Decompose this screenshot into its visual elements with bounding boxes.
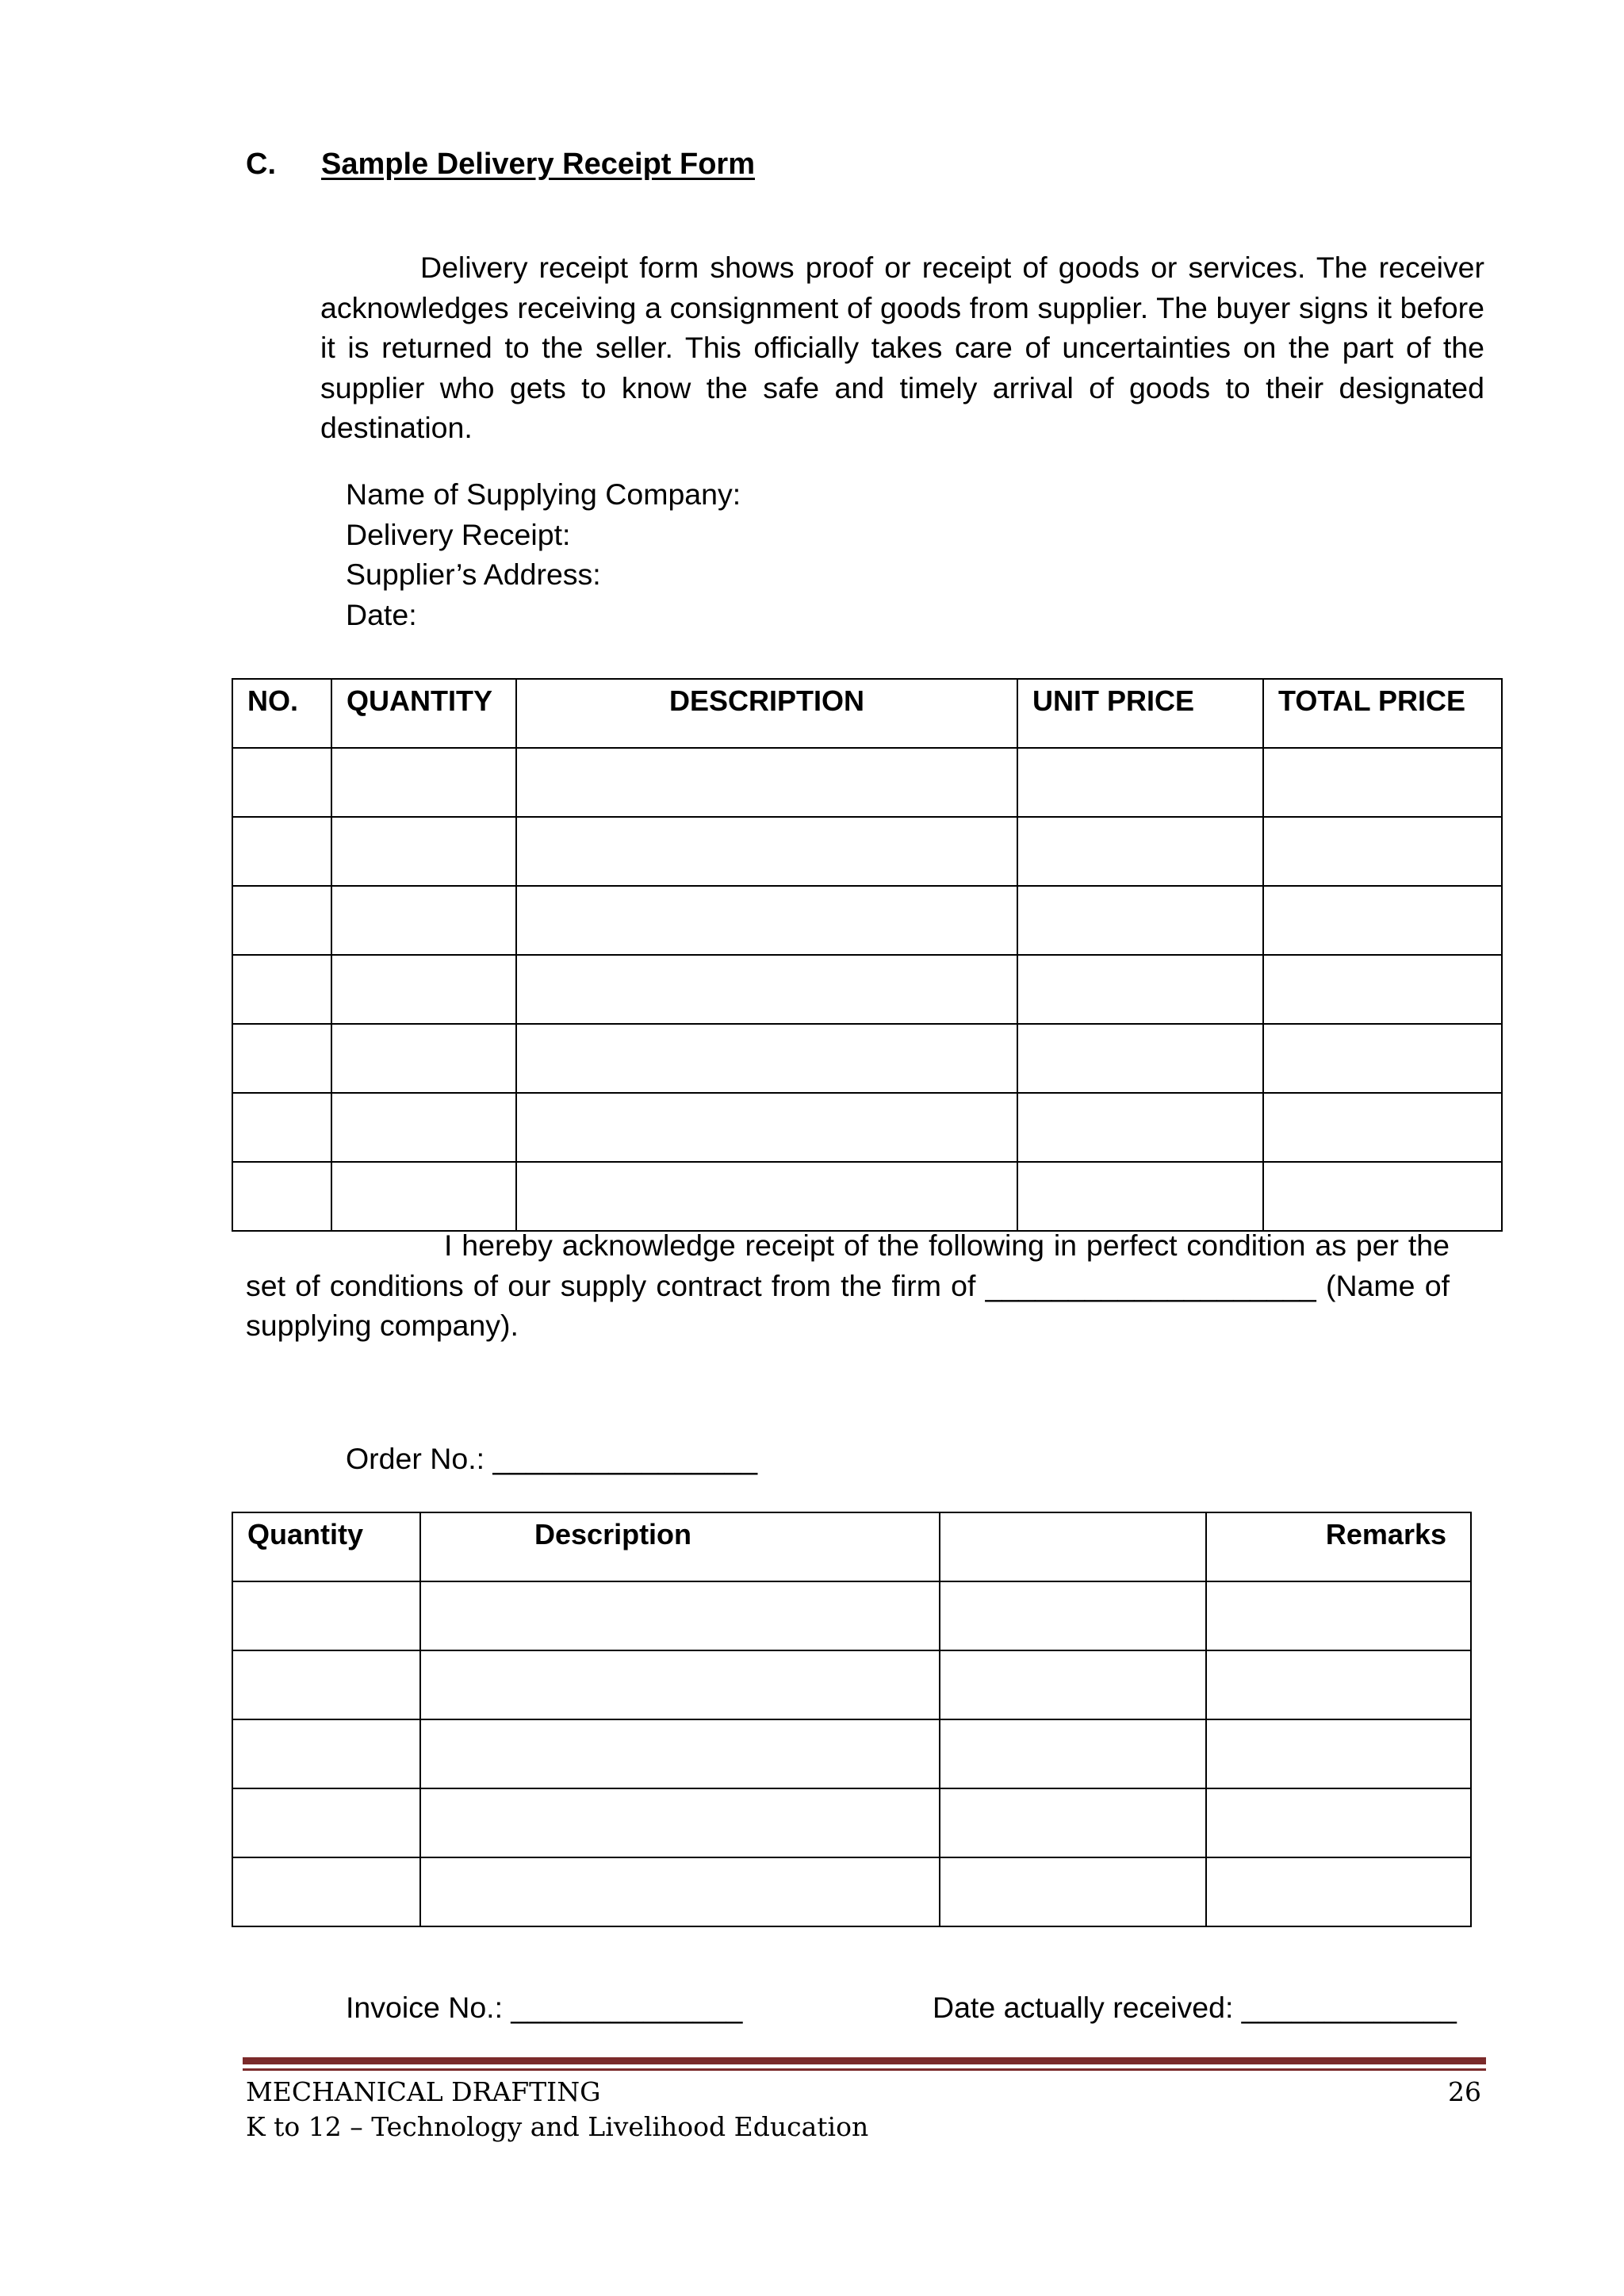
table-cell [1263, 1093, 1502, 1162]
table-cell [1017, 817, 1263, 886]
table-row [232, 886, 1502, 955]
table-cell [940, 1719, 1206, 1788]
table-cell [331, 1162, 516, 1231]
field-date: Date: [346, 597, 417, 631]
table-cell [420, 1650, 940, 1719]
table-cell [1263, 817, 1502, 886]
header-unit-price: UNIT PRICE [1017, 679, 1263, 748]
table-cell [420, 1857, 940, 1926]
header-no: NO. [232, 679, 331, 748]
table-cell [1206, 1581, 1471, 1650]
header-blank [940, 1512, 1206, 1581]
footer-course: K to 12 – Technology and Livelihood Education [246, 2111, 869, 2142]
table-cell [232, 1719, 420, 1788]
table-cell [940, 1650, 1206, 1719]
table-cell [1206, 1857, 1471, 1926]
table-row [232, 1719, 1471, 1788]
table-header-row [232, 679, 1502, 748]
table-cell [516, 748, 1017, 817]
table-row [232, 748, 1502, 817]
table-cell [331, 886, 516, 955]
table-cell [1017, 886, 1263, 955]
table-cell [1017, 955, 1263, 1024]
table-cell [1206, 1650, 1471, 1719]
order-table [232, 1512, 1472, 1927]
table-cell [331, 817, 516, 886]
table-cell [232, 1788, 420, 1857]
table-cell [516, 886, 1017, 955]
header-description: Description [420, 1512, 940, 1581]
table-row [232, 1581, 1471, 1650]
table-cell [516, 1162, 1017, 1231]
table-cell [1017, 1162, 1263, 1231]
table-cell [516, 1024, 1017, 1093]
table-cell [1017, 1093, 1263, 1162]
table-cell [232, 1162, 331, 1231]
acknowledgement-paragraph: I hereby acknowledge receipt of the following in perfect condition as per the set of conditions of our supply contract from the firm of ____________________ (Name of supplying company). [246, 1228, 1450, 1342]
table-cell [1206, 1719, 1471, 1788]
table-cell [232, 1857, 420, 1926]
table-cell [420, 1719, 940, 1788]
table-row [232, 1788, 1471, 1857]
section-title: Sample Delivery Receipt Form [321, 148, 755, 181]
table-cell [1017, 748, 1263, 817]
field-supplying-company: Name of Supplying Company: [346, 477, 741, 511]
table-cell [331, 955, 516, 1024]
table-cell [516, 817, 1017, 886]
delivery-table [232, 678, 1503, 1232]
intro-paragraph: Delivery receipt form shows proof or receipt of goods or services. The receiver acknowledges receiving a consignment of goods from supplier. The buyer signs it before it is returned to the seller. This officially takes care of uncertainties on the part of the supplier who gets to know the safe and timely arrival of goods to their designated destination. [320, 251, 1484, 444]
table-row [232, 1857, 1471, 1926]
footer-rule-thin [243, 2068, 1486, 2071]
table-cell [1263, 955, 1502, 1024]
table-header-row [232, 1512, 1471, 1581]
table-cell [232, 1650, 420, 1719]
table-cell [1263, 1024, 1502, 1093]
date-received-line: Date actually received: _____________ [933, 1991, 1457, 2024]
table-row [232, 955, 1502, 1024]
table-cell [940, 1788, 1206, 1857]
table-cell [420, 1788, 940, 1857]
table-cell [1263, 748, 1502, 817]
table-cell [232, 886, 331, 955]
table-row [232, 817, 1502, 886]
table-cell [1263, 886, 1502, 955]
table-row [232, 1162, 1502, 1231]
table-cell [1017, 1024, 1263, 1093]
table-cell [331, 1024, 516, 1093]
field-supplier-address: Supplier’s Address: [346, 558, 601, 591]
table-cell [331, 748, 516, 817]
section-heading [246, 148, 755, 182]
table-cell [1206, 1788, 1471, 1857]
table-row [232, 1093, 1502, 1162]
table-cell [516, 1093, 1017, 1162]
table-cell [940, 1581, 1206, 1650]
table-cell [232, 1024, 331, 1093]
header-description: DESCRIPTION [516, 679, 1017, 748]
table-cell [516, 955, 1017, 1024]
table-row [232, 1650, 1471, 1719]
header-quantity: QUANTITY [331, 679, 516, 748]
table-cell [232, 955, 331, 1024]
table-cell [232, 817, 331, 886]
section-letter: C. [246, 148, 276, 181]
table-cell [232, 1093, 331, 1162]
page-number: 26 [1448, 2076, 1481, 2107]
table-cell [331, 1093, 516, 1162]
invoice-number-line: Invoice No.: ______________ [346, 1991, 743, 2024]
header-total-price: TOTAL PRICE [1263, 679, 1502, 748]
supplier-fields [346, 474, 741, 634]
table-cell [940, 1857, 1206, 1926]
footer-subject: MECHANICAL DRAFTING [246, 2076, 601, 2107]
header-quantity: Quantity [232, 1512, 420, 1581]
table-cell [232, 1581, 420, 1650]
footer-rule-thick [243, 2057, 1486, 2064]
order-number-line: Order No.: ________________ [346, 1442, 758, 1475]
table-cell [420, 1581, 940, 1650]
table-row [232, 1024, 1502, 1093]
table-cell [1263, 1162, 1502, 1231]
header-remarks: Remarks [1206, 1512, 1471, 1581]
field-delivery-receipt: Delivery Receipt: [346, 517, 571, 551]
table-cell [232, 748, 331, 817]
